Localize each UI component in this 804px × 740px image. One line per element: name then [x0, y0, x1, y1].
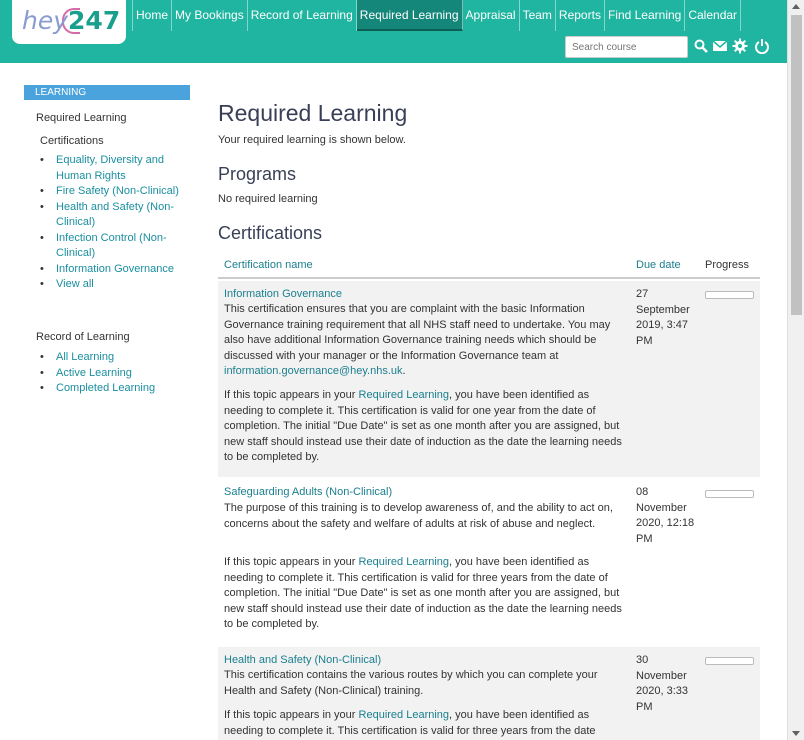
due-date: 27 September 2019, 3:47 PM — [636, 288, 690, 347]
main-nav — [132, 0, 741, 31]
scroll-up-arrow-icon[interactable] — [792, 4, 800, 9]
scroll-down-arrow-icon[interactable] — [792, 731, 800, 736]
progress-bar — [705, 657, 754, 665]
certification-description: This certification ensures that you are complaint with the basic Information Governance training requirement that all NHS staff need to undertake. You may also have additional Information Governance training needs which should be discussed with your manager or the Information Governance team at information.governance@hey.nhs.uk. — [224, 303, 611, 377]
sidebar-required-learning[interactable]: Required Learning — [36, 112, 127, 124]
nav-home[interactable]: Home — [132, 0, 172, 31]
top-header — [0, 0, 787, 63]
page-title: Required Learning — [218, 100, 408, 126]
sidebar-item-health-safety[interactable]: • Health and Safety (Non-Clinical) — [40, 200, 190, 231]
certification-title[interactable]: Safeguarding Adults (Non-Clinical) — [224, 486, 393, 498]
logo[interactable] — [12, 0, 126, 44]
nav-calendar[interactable]: Calendar — [685, 0, 741, 31]
certification-description: This certification contains the various routes by which you can complete your Health and Safety (Non-Clinical) training. — [224, 669, 598, 697]
nav-my-bookings[interactable]: My Bookings — [172, 0, 248, 31]
certification-description: The purpose of this training is to develop awareness of, and the ability to act on, concerns about the safety and welfare of adults at risk of abuse and neglect. — [224, 502, 613, 530]
certification-note: If this topic appears in your Required Learning, you have been identified as needing to complete it. This certification is valid for one year from the date of completion. The initial "Due Date" is set as one month after you are assigned, but new staff should instead use their date of induction as the date the learning needs to be completed by. — [224, 389, 622, 463]
sidebar-item-all-learning[interactable]: • All Learning — [40, 350, 190, 366]
table-row — [218, 480, 760, 640]
certifications-heading: Certifications — [218, 223, 323, 243]
nav-appraisal[interactable]: Appraisal — [463, 0, 520, 31]
table-row — [218, 647, 760, 740]
sidebar-item-completed-learning[interactable]: • Completed Learning — [40, 381, 190, 397]
required-learning-link[interactable]: Required Learning — [358, 709, 450, 721]
email-link[interactable]: information.governance@hey.nhs.uk — [224, 365, 403, 377]
nav-required-learning[interactable]: Required Learning — [357, 0, 463, 31]
sidebar-item-information-governance[interactable]: • Information Governance — [40, 262, 190, 278]
table-header — [218, 253, 760, 279]
progress-bar — [705, 291, 754, 299]
due-date: 08 November 2020, 12:18 PM — [636, 486, 695, 545]
mail-icon[interactable] — [712, 38, 728, 54]
sidebar-item-view-all[interactable]: • View all — [40, 277, 190, 293]
sidebar-certifications-list — [40, 153, 190, 293]
nav-reports[interactable]: Reports — [556, 0, 605, 31]
column-due-date[interactable]: Due date — [636, 259, 681, 271]
scroll-thumb[interactable] — [791, 15, 802, 315]
nav-team[interactable]: Team — [520, 0, 556, 31]
column-certification-name[interactable]: Certification name — [224, 259, 313, 271]
sidebar-record-list — [40, 350, 190, 397]
table-row — [218, 281, 760, 477]
sidebar-certifications-label: Certifications — [40, 135, 104, 147]
vertical-scrollbar[interactable] — [787, 0, 804, 740]
due-date: 30 November 2020, 3:33 PM — [636, 654, 688, 713]
gear-icon[interactable] — [732, 38, 748, 54]
nav-record-of-learning[interactable]: Record of Learning — [248, 0, 357, 31]
programs-text: No required learning — [218, 193, 318, 205]
required-learning-link[interactable]: Required Learning — [358, 389, 450, 401]
required-learning-link[interactable]: Required Learning — [358, 556, 450, 568]
nav-find-learning[interactable]: Find Learning — [605, 0, 685, 31]
sidebar-record-label: Record of Learning — [36, 331, 130, 343]
intro-text: Your required learning is shown below. — [218, 134, 406, 146]
certification-title[interactable]: Information Governance — [224, 288, 343, 300]
search-input[interactable] — [565, 36, 688, 58]
logo-text: hey247 — [22, 6, 121, 35]
search-icon[interactable] — [693, 38, 709, 54]
column-progress: Progress — [705, 259, 750, 271]
sidebar-item-equality[interactable]: • Equality, Diversity and Human Rights — [40, 153, 190, 184]
certification-note: If this topic appears in your Required Learning, you have been identified as needing to complete it. This certification is valid for three years from the date — [224, 709, 596, 737]
progress-bar — [705, 490, 754, 498]
programs-heading: Programs — [218, 164, 297, 184]
sidebar-item-active-learning[interactable]: • Active Learning — [40, 366, 190, 382]
sidebar-item-fire-safety[interactable]: • Fire Safety (Non-Clinical) — [40, 184, 190, 200]
sidebar-heading: LEARNING — [24, 85, 190, 100]
power-icon[interactable] — [754, 38, 770, 54]
certification-note: If this topic appears in your Required Learning, you have been identified as needing to complete it. This certification is valid for three years from the date of completion. The initial "Due Date" is set as one month after you are assigned, but new staff should instead use their date of induction as the date the learning needs to be completed by. — [224, 556, 622, 630]
certification-title[interactable]: Health and Safety (Non-Clinical) — [224, 654, 382, 666]
sidebar-item-infection-control[interactable]: • Infection Control (Non-Clinical) — [40, 231, 190, 262]
